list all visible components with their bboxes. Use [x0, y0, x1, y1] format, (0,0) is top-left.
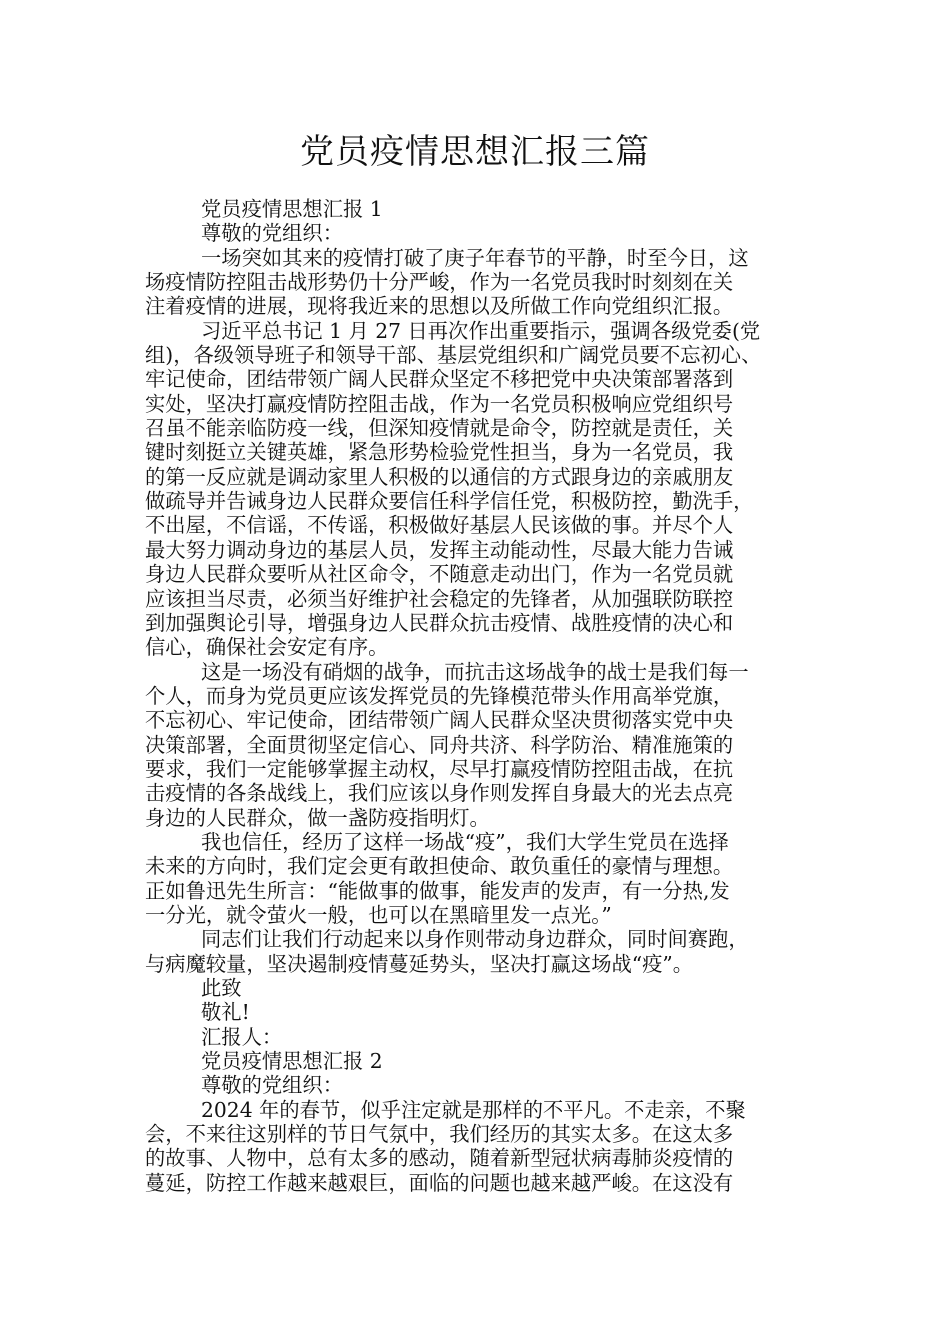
text-line: 与病魔较量，坚决遏制疫情蔓延势头，坚决打赢这场战“疫”。 [145, 951, 694, 976]
text-line: 信心，确保社会安定有序。 [145, 635, 389, 660]
document-title: 党员疫情思想汇报三篇 [300, 132, 650, 172]
text-line: 我也信任，经历了这样一场战“疫”，我们大学生党员在选择 [201, 829, 729, 854]
text-line: 党员疫情思想汇报 2 [201, 1049, 383, 1074]
text-line: 个人，而身为党员更应该发挥党员的先锋模范带头作用高举党旗， [145, 683, 734, 708]
text-line: 注着疫情的进展，现将我近来的思想以及所做工作向党组织汇报。 [145, 294, 734, 319]
document-body [145, 197, 810, 1195]
text-line: 一场突如其来的疫情打破了庚子年春节的平静，时至今日，这 [201, 245, 749, 270]
text-line: 身边的人民群众，做一盏防疫指明灯。 [145, 805, 490, 830]
text-line: 的第一反应就是调动家里人积极的以通信的方式跟身边的亲戚朋友 [145, 464, 734, 489]
text-line: 不出屋，不信谣，不传谣，积极做好基层人民该做的事。并尽个人 [145, 513, 734, 538]
text-line: 召虽不能亲临防疫一线，但深知疫情就是命令，防控就是责任，关 [145, 416, 734, 441]
text-line: 会，不来往这别样的节日气氛中，我们经历的其实太多。在这太多 [145, 1122, 734, 1147]
text-line: 尊敬的党组织： [201, 221, 343, 246]
text-line: 身边人民群众要听从社区命令，不随意走动出门，作为一名党员就 [145, 562, 734, 587]
text-line: 实处，坚决打赢疫情防控阻击战，作为一名党员积极响应党组织号 [145, 391, 734, 416]
text-line: 党员疫情思想汇报 1 [201, 197, 383, 221]
text-line: 牢记使命，团结带领广阔人民群众坚定不移把党中央决策部署落到 [145, 367, 734, 392]
text-line: 不忘初心、牢记使命，团结带领广阔人民群众坚决贯彻落实党中央 [145, 708, 734, 733]
text-line: 组)，各级领导班子和领导干部、基层党组织和广阔党员要不忘初心、 [145, 343, 762, 368]
text-line: 做疏导并告诫身边人民群众要信任科学信任党，积极防控，勤洗手， [145, 489, 754, 514]
text-line: 2024 年的春节，似乎注定就是那样的不平凡。不走亲，不聚 [201, 1097, 746, 1122]
text-line: 敬礼! [201, 1000, 250, 1025]
text-line: 蔓延，防控工作越来越艰巨，面临的问题也越来越严峻。在这没有 [145, 1170, 734, 1195]
text-line: 要求，我们一定能够掌握主动权，尽早打赢疫情防控阻击战，在抗 [145, 756, 734, 781]
text-line: 的故事、人物中，总有太多的感动，随着新型冠状病毒肺炎疫情的 [145, 1146, 734, 1171]
text-line: 此致 [201, 976, 242, 1000]
text-line: 正如鲁迅先生所言：“能做事的做事，能发声的发声，有一分热,发 [145, 878, 730, 903]
text-line: 击疫情的各条战线上，我们应该以身作则发挥自身最大的光去点亮 [145, 781, 734, 806]
text-line: 应该担当尽责，必须当好维护社会稳定的先锋者，从加强联防联控 [145, 586, 734, 611]
text-line: 到加强舆论引导，增强身边人民群众抗击疫情、战胜疫情的决心和 [145, 610, 734, 635]
text-line: 未来的方向时，我们定会更有敢担使命、敢负重任的豪情与理想。 [145, 854, 734, 879]
text-line: 这是一场没有硝烟的战争，而抗击这场战争的战士是我们每一 [201, 659, 749, 684]
text-line: 键时刻挺立关键英雄，紧急形势检验党性担当，身为一名党员，我 [145, 440, 734, 465]
text-line: 场疫情防控阻击战形势仍十分严峻，作为一名党员我时时刻刻在关 [145, 270, 734, 295]
text-line: 同志们让我们行动起来以身作则带动身边群众，同时间赛跑， [201, 927, 749, 952]
text-line: 决策部署，全面贯彻坚定信心、同舟共济、科学防治、精准施策的 [145, 732, 734, 757]
text-line: 习近平总书记 1 月 27 日再次作出重要指示，强调各级党委(党 [201, 318, 761, 343]
text-line: 尊敬的党组织： [201, 1073, 343, 1098]
text-line: 最大努力调动身边的基层人员，发挥主动能动性，尽最大能力告诫 [145, 537, 734, 562]
text-line: 一分光，就令萤火一般，也可以在黑暗里发一点光。” [145, 902, 612, 927]
text-line: 汇报人： [201, 1024, 283, 1049]
